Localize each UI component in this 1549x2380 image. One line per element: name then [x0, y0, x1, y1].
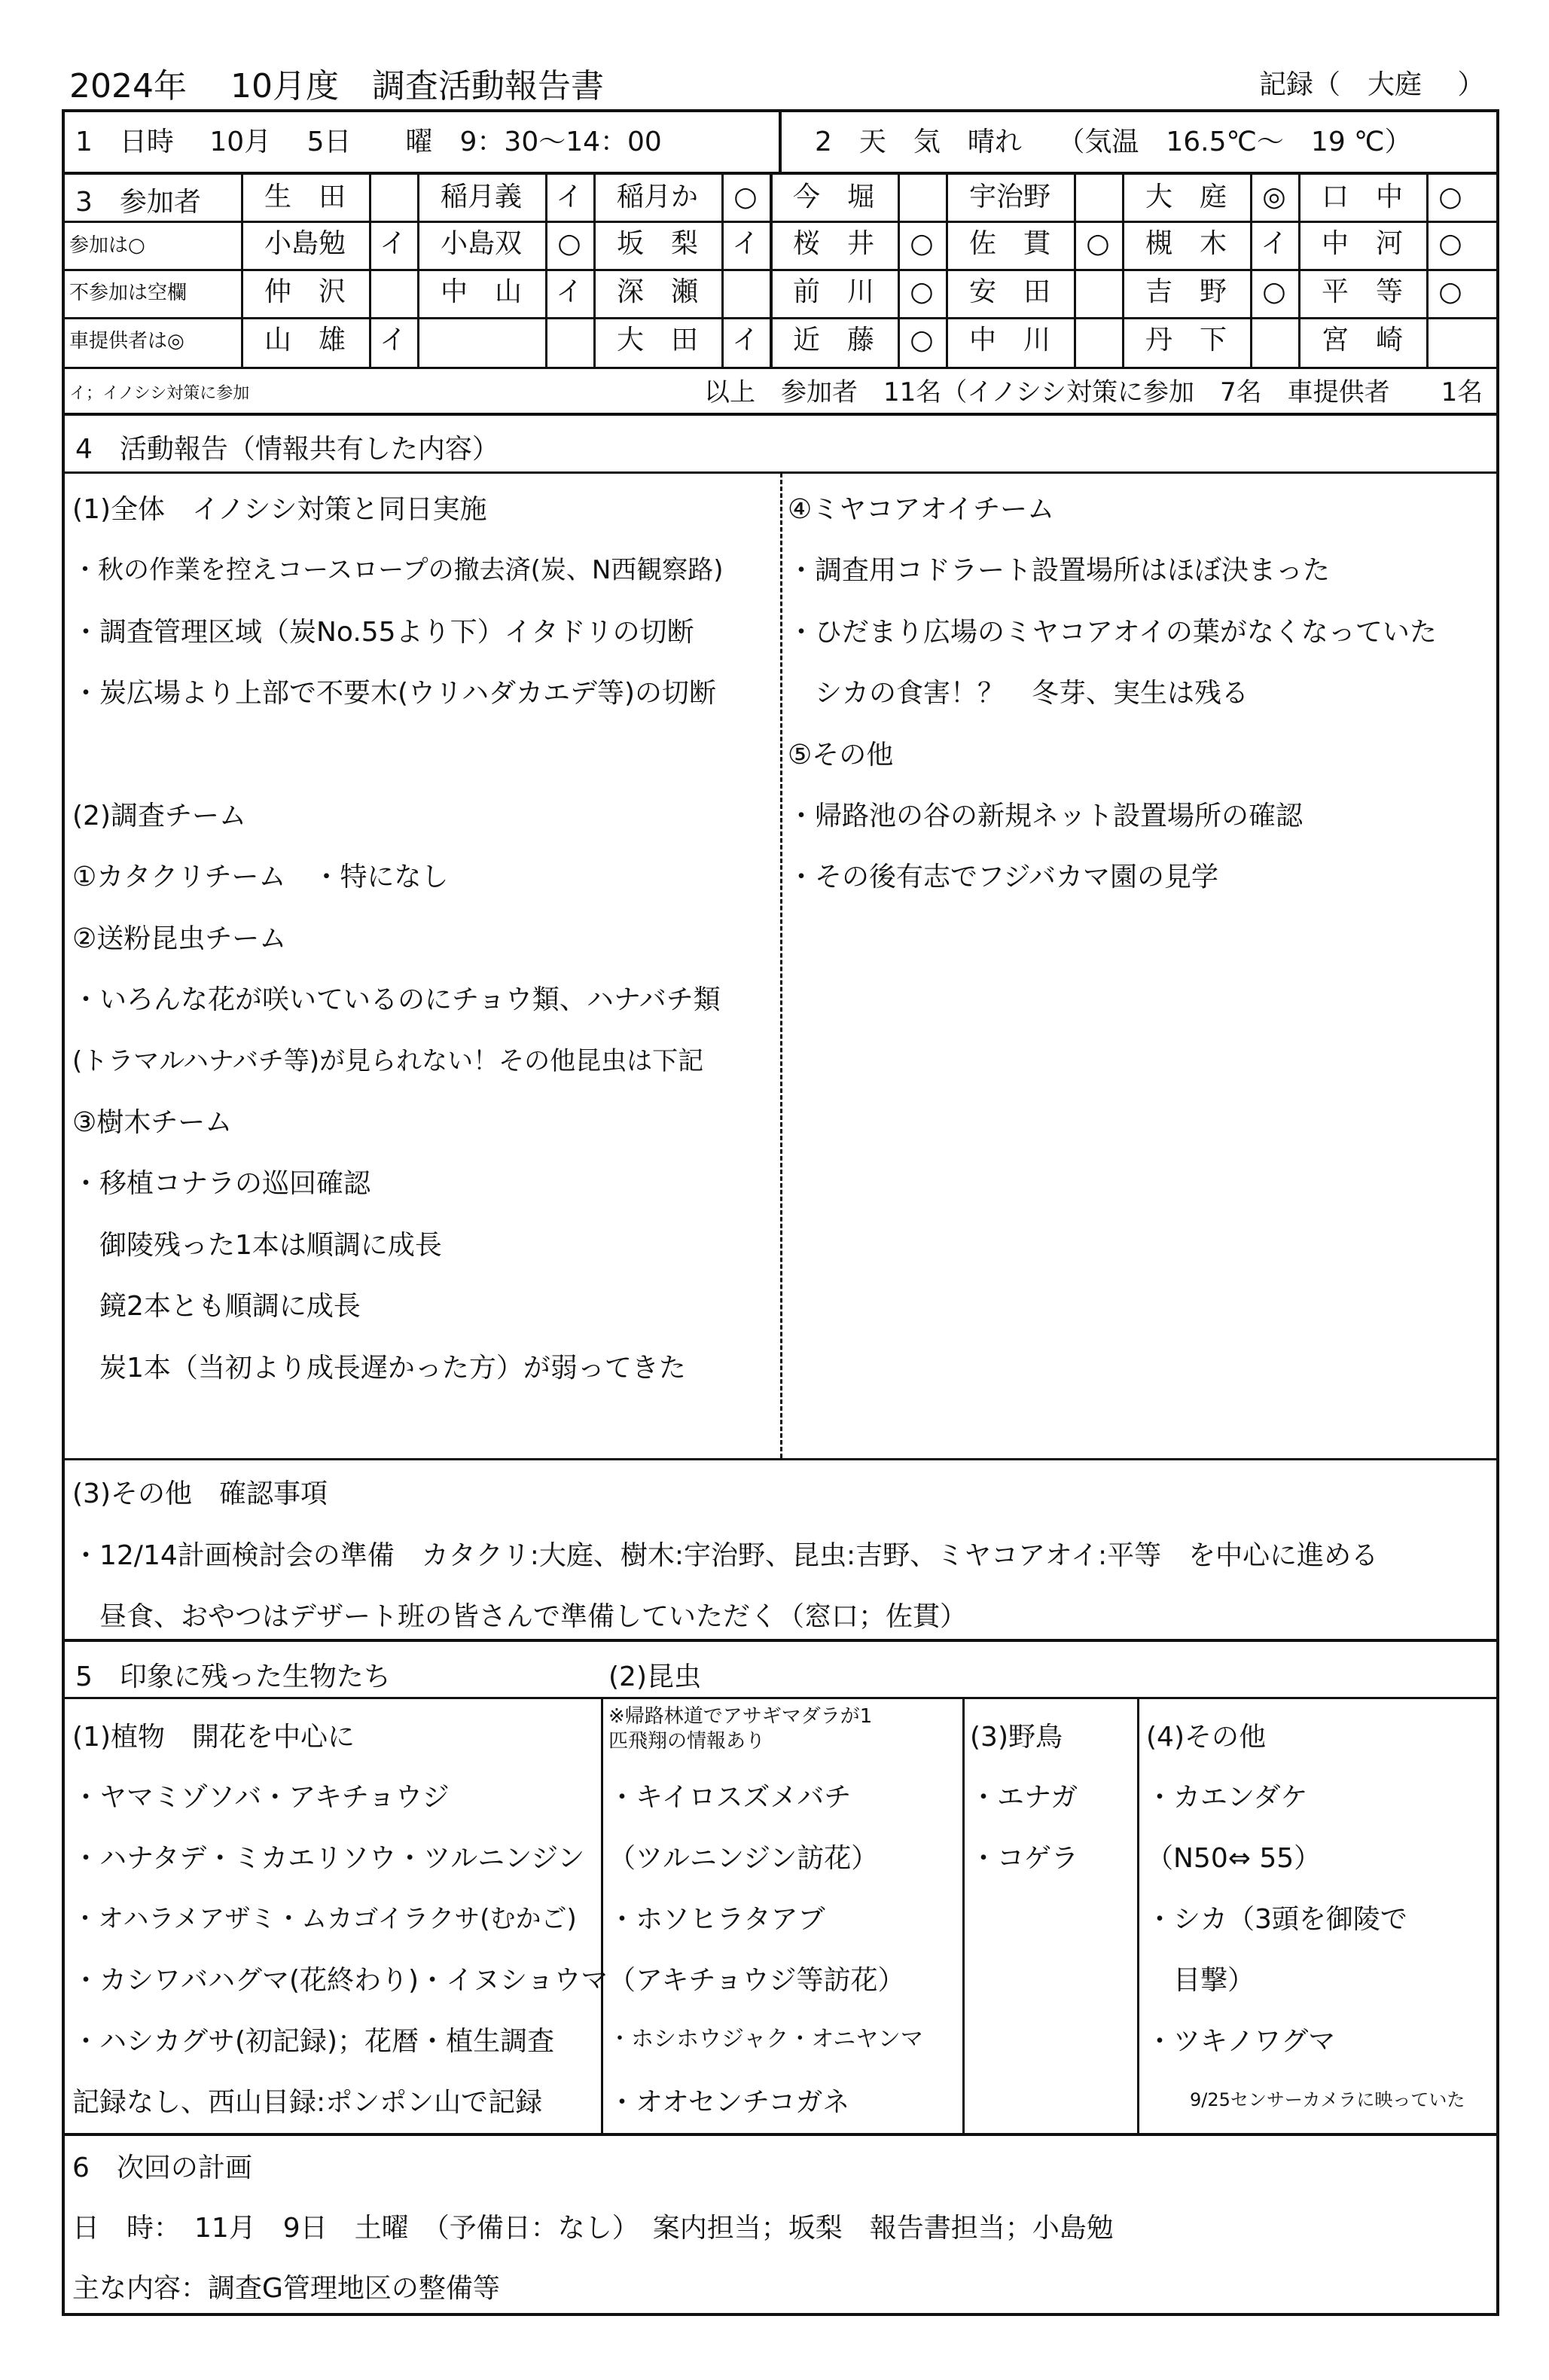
divider-dashed	[780, 473, 782, 1458]
activity-line: (2)調査チーム	[72, 801, 246, 831]
insect-item: （ツルニンジン訪花）	[608, 1843, 879, 1874]
activity-line: 炭1本（当初より成長遅かった方）が弱ってきた	[72, 1353, 686, 1384]
participant-mark: ○	[910, 325, 934, 355]
activity-line: ・調査用コドラート設置場所はほぼ決まった	[788, 555, 1331, 586]
activity-line: ・帰路池の谷の新規ネット設置場所の確認	[788, 801, 1304, 831]
insects-note: ※帰路林道でアサギマダラが1	[608, 1705, 873, 1728]
legend-boar: イ；イノシシ対策に参加	[69, 384, 250, 403]
participant-name: 小島双	[440, 228, 522, 259]
participant-mark	[1074, 269, 1122, 316]
divider	[63, 413, 1498, 416]
participant-mark: ○	[1438, 228, 1462, 259]
sec6-content: 主な内容：調査G管理地区の整備等	[72, 2273, 500, 2304]
divider	[601, 1698, 603, 2134]
activity-line: ・秋の作業を控えコースロープの撤去済(炭、N西観察路)	[72, 555, 724, 585]
activity-line: シカの食害！？ 冬芽、実生は残る	[788, 678, 1249, 709]
participant-name: 大 庭	[1145, 182, 1227, 212]
insect-item: ・ホソヒラタアブ	[608, 1904, 825, 1935]
divider	[63, 2133, 1498, 2136]
sec5-title: 5 印象に残った生物たち	[75, 1661, 391, 1692]
page-title: 2024年 10月度 調査活動報告書	[69, 67, 604, 105]
divider	[63, 367, 1498, 369]
activity-line: ・調査管理区域（炭No.55より下）イタドリの切断	[72, 617, 694, 648]
participant-mark: ○	[557, 228, 581, 259]
participant-mark: ○	[733, 182, 758, 212]
activity-line: ・炭広場より上部で不要木(ウリハダカエデ等)の切断	[72, 678, 717, 709]
sec4-other-line: ・12/14計画検討会の準備 カタクリ:大庭、樹木:宇治野、昆虫:吉野、ミヤコアオイ:平等 を中心に進める	[72, 1540, 1379, 1571]
other-organism-item: ・シカ（3頭を御陵で	[1146, 1904, 1407, 1935]
participant-name: 山 雄	[264, 325, 346, 355]
participant-mark: ○	[1438, 182, 1462, 212]
sec1-datetime: 1 日時 10月 5日 曜 9：30～14：00	[75, 127, 662, 157]
divider	[63, 1458, 1498, 1460]
participant-mark: ○	[1438, 276, 1462, 307]
participant-mark: イ	[731, 325, 759, 355]
participant-name: 深 瀬	[616, 276, 698, 307]
participant-mark	[1250, 317, 1298, 364]
sec4-other-line: 昼食、おやつはデザート班の皆さんで準備していただく（窓口；佐貫）	[72, 1601, 968, 1632]
sec3-title: 3 参加者	[75, 187, 201, 218]
sec1-weather: 2 天 気 晴れ （気温 16.5℃～ 19 ℃）	[815, 127, 1412, 157]
participant-name: 桜 井	[792, 228, 874, 259]
participant-name: 宮 崎	[1321, 325, 1403, 355]
participant-name: 今 堀	[792, 182, 874, 212]
activity-line: ③樹木チーム	[72, 1107, 233, 1138]
participant-mark	[1074, 174, 1122, 221]
participant-name: 吉 野	[1145, 276, 1227, 307]
participant-mark: イ	[379, 228, 407, 259]
sec4-title: 4 活動報告（情報共有した内容）	[75, 434, 499, 465]
participant-mark: イ	[379, 325, 407, 355]
other-organism-item: 目撃）	[1146, 1965, 1255, 1996]
plant-item: 記録なし、西山目録:ポンポン山で記録	[72, 2087, 543, 2118]
participant-name: 槻 木	[1145, 228, 1227, 259]
participant-mark: イ	[1260, 228, 1288, 259]
participant-mark	[369, 174, 417, 221]
activity-line: 御陵残った1本は順調に成長	[72, 1230, 442, 1261]
activity-line: ①カタクリチーム ・特になし	[72, 862, 449, 892]
divider	[779, 111, 782, 172]
insects-note: 匹飛翔の情報あり	[608, 1730, 766, 1753]
insect-item: （アキチョウジ等訪花）	[608, 1965, 905, 1996]
participant-name	[417, 317, 545, 364]
participant-mark	[898, 174, 946, 221]
divider	[63, 269, 1498, 271]
participant-name: 口 中	[1321, 182, 1403, 212]
other-organism-item: ・カエンダケ	[1146, 1782, 1308, 1813]
plant-item: ・ハナタデ・ミカエリソウ・ツルニンジン	[72, 1843, 585, 1874]
divider	[63, 1697, 1498, 1699]
participant-name: 佐 貫	[968, 228, 1050, 259]
participant-mark	[721, 269, 770, 316]
activity-line: (1)全体 イノシシ対策と同日実施	[72, 494, 487, 525]
participants-summary: 以上 参加者 11名（イノシシ対策に参加 7名 車提供者 1名	[704, 377, 1483, 407]
participant-name: 中 山	[440, 276, 522, 307]
legend-absent: 不参加は空欄	[69, 282, 188, 304]
participant-name: 生 田	[264, 182, 346, 212]
participant-name: 近 藤	[792, 325, 874, 355]
participant-name: 平 等	[1321, 276, 1403, 307]
participant-name: 中 川	[968, 325, 1050, 355]
plant-item: ・オハラメアザミ・ムカゴイラクサ(むかご)	[72, 1904, 577, 1934]
participant-name: 前 川	[792, 276, 874, 307]
participant-mark	[1426, 317, 1474, 364]
participant-mark: イ	[555, 182, 583, 212]
divider	[63, 317, 1498, 319]
bird-item: ・コゲラ	[970, 1843, 1079, 1874]
activity-line: ・その後有志でフジバカマ園の見学	[788, 862, 1219, 892]
plants-title: (1)植物 開花を中心に	[72, 1722, 355, 1753]
participant-name: 仲 沢	[264, 276, 346, 307]
participant-mark	[1074, 317, 1122, 364]
legend-attend: 参加は○	[69, 234, 145, 257]
activity-line: ②送粉昆虫チーム	[72, 923, 287, 954]
participant-name: 坂 梨	[616, 228, 698, 259]
sec4-other-title: (3)その他 確認事項	[72, 1478, 328, 1509]
participant-mark	[369, 269, 417, 316]
insect-item: ・ホシホウジャク・オニヤンマ	[608, 2026, 923, 2052]
participant-mark: イ	[731, 228, 759, 259]
insect-item: ・オオセンチコガネ	[608, 2087, 850, 2118]
participant-mark	[545, 317, 593, 364]
legend-car: 車提供者は◎	[69, 330, 184, 352]
activity-line: ・ひだまり広場のミヤコアオイの葉がなくなっていた	[788, 617, 1437, 648]
participant-name: 中 河	[1321, 228, 1403, 259]
participant-mark: ◎	[1262, 182, 1286, 212]
plant-item: ・カシワバハグマ(花終わり)・イヌショウマ	[72, 1965, 608, 1996]
sec6-datetime: 日 時： 11月 9日 土曜 （予備日：なし） 案内担当；坂梨 報告書担当；小島勉	[72, 2213, 1114, 2244]
divider	[962, 1698, 965, 2134]
participant-name: 稲月か	[616, 182, 698, 212]
activity-line: 鏡2本とも順調に成長	[72, 1291, 361, 1322]
participant-mark: イ	[555, 276, 583, 307]
participant-mark: ○	[910, 228, 934, 259]
activity-line: ・いろんな花が咲いているのにチョウ類、ハナバチ類	[72, 984, 721, 1015]
participant-name: 宇治野	[968, 182, 1050, 212]
participant-name: 大 田	[616, 325, 698, 355]
participant-mark: ○	[910, 276, 934, 307]
plant-item: ・ハシカグサ(初記録)；花暦・植生調査	[72, 2026, 555, 2057]
activity-line: (トラマルハナバチ等)が見られない！その他昆虫は下記	[72, 1046, 704, 1076]
others-note: 9/25センサーカメラに映っていた	[1190, 2089, 1465, 2110]
activity-line: ・移植コナラの巡回確認	[72, 1168, 371, 1199]
other-organism-item: （N50⇔ 55）	[1146, 1843, 1322, 1874]
birds-title: (3)野鳥	[970, 1722, 1063, 1753]
others-title: (4)その他	[1146, 1722, 1266, 1753]
divider	[63, 1639, 1498, 1642]
sec6-title: 6 次回の計画	[72, 2153, 252, 2183]
participant-mark: ○	[1086, 228, 1110, 259]
divider	[1137, 1698, 1139, 2134]
bird-item: ・エナガ	[970, 1782, 1078, 1813]
participant-name: 安 田	[968, 276, 1050, 307]
other-organism-item: ・ツキノワグマ	[1146, 2026, 1336, 2057]
participant-name: 稲月義	[440, 182, 522, 212]
divider	[63, 221, 1498, 223]
insects-title: (2)昆虫	[608, 1661, 701, 1692]
plant-item: ・ヤマミゾソバ・アキチョウジ	[72, 1782, 450, 1813]
participant-mark: ○	[1262, 276, 1286, 307]
participant-name: 小島勉	[264, 228, 346, 259]
activity-line: ④ミヤコアオイチーム	[788, 494, 1055, 525]
activity-line: ⑤その他	[788, 740, 894, 770]
insect-item: ・キイロスズメバチ	[608, 1782, 852, 1813]
participant-name: 丹 下	[1145, 325, 1227, 355]
recorder: 記録（ 大庭 ）	[1259, 69, 1485, 100]
